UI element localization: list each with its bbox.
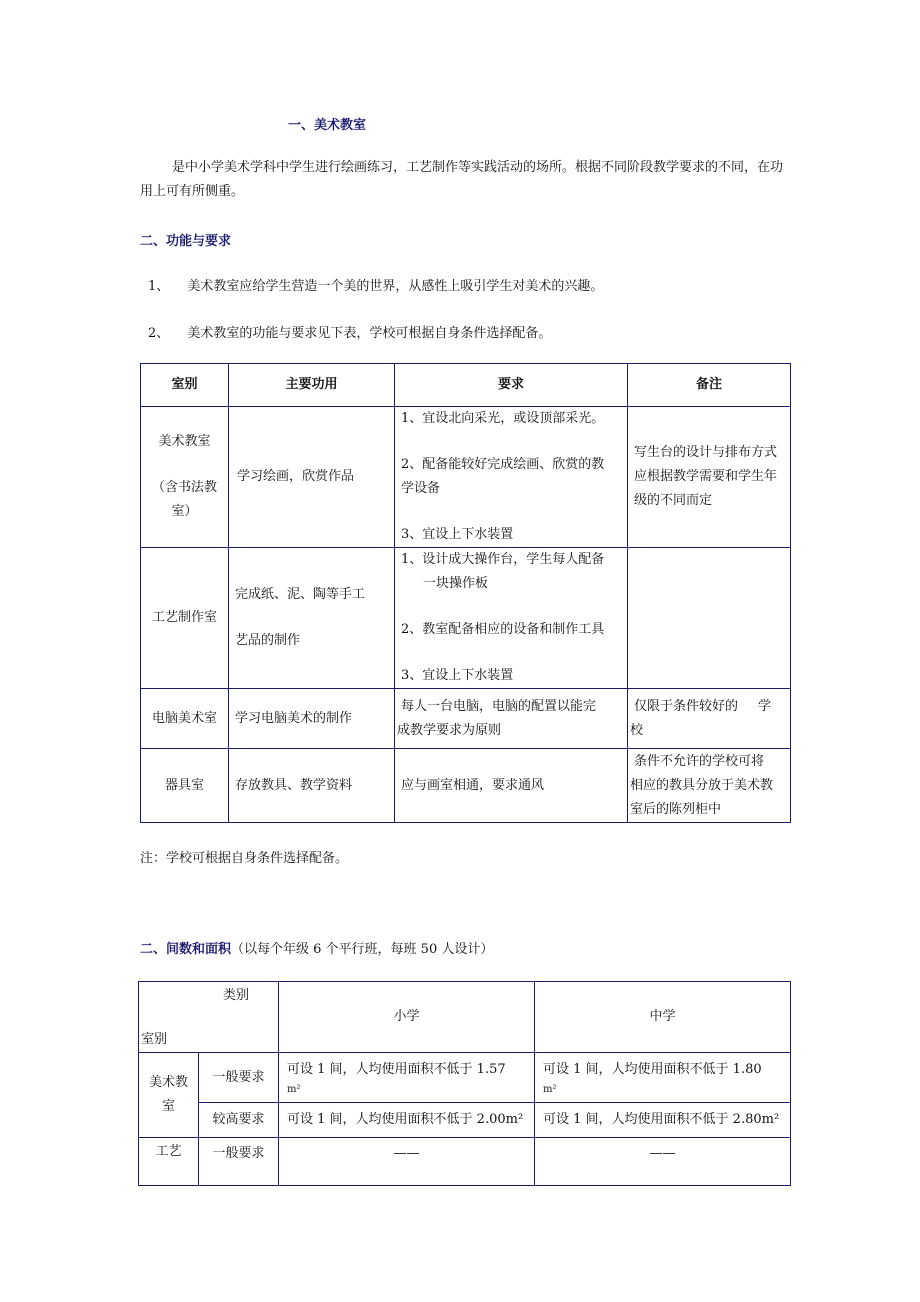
primary-craft-cell: —— xyxy=(279,1138,535,1186)
header-notes: 备注 xyxy=(628,364,791,407)
room-cell: 电脑美术室 xyxy=(141,689,229,749)
level-general: 一般要求 xyxy=(199,1138,279,1186)
middle-high-cell: 可设 1 间，人均使用面积不低于 2.80m² xyxy=(535,1103,791,1138)
header-requirements: 要求 xyxy=(395,364,628,407)
rooms-area-table xyxy=(138,981,791,1186)
list-item-2 xyxy=(148,322,551,341)
table-row xyxy=(141,407,791,548)
room-cell: 美术教室 （含书法教 室） xyxy=(141,407,229,548)
requirements-cell: 应与画室相通，要求通风 xyxy=(395,749,628,823)
function-cell: 完成纸、泥、陶等手工 艺品的制作 xyxy=(229,548,395,689)
table-row xyxy=(141,749,791,823)
primary-high-cell: 可设 1 间，人均使用面积不低于 2.00m² xyxy=(279,1103,535,1138)
table-row xyxy=(141,548,791,689)
header-primary: 小学 xyxy=(279,982,535,1053)
intro-paragraph: 是中小学美术学科中学生进行绘画练习，工艺制作等实践活动的场所。根据不同阶段教学要求的不同，在功用上可有所侧重。 xyxy=(140,160,784,199)
section-heading-function: 二、功能与要求 xyxy=(140,234,232,249)
table-header-row xyxy=(141,364,791,407)
function-cell: 学习绘画，欣赏作品 xyxy=(229,407,395,548)
primary-general-cell: 可设 1 间，人均使用面积不低于 1.57 m² xyxy=(279,1053,535,1103)
room-craft: 工艺 xyxy=(139,1138,199,1186)
table-row xyxy=(139,1138,791,1186)
header-function: 主要功用 xyxy=(229,364,395,407)
requirements-cell: 1、宜设北向采光，或设顶部采光。 2、配备能较好完成绘画、欣赏的教 学设备 3、宜设上下水装置 xyxy=(395,407,628,548)
area-heading-note: （以每个年级 6 个平行班，每班 50 人设计） xyxy=(231,942,494,957)
middle-general-cell: 可设 1 间，人均使用面积不低于 1.80 m² xyxy=(535,1053,791,1103)
table-row xyxy=(139,1053,791,1103)
function-cell: 学习电脑美术的制作 xyxy=(229,689,395,749)
table-row xyxy=(139,1103,791,1138)
section-heading-art-room: 一、美术教室 xyxy=(288,118,367,133)
list-item-2-text: 美术教室的功能与要求见下表，学校可根据自身条件选择配备。 xyxy=(187,326,552,341)
list-item-1 xyxy=(148,275,603,294)
notes-cell xyxy=(628,548,791,689)
requirements-cell: 每人一台电脑，电脑的配置以能完 成教学要求为原则 xyxy=(395,689,628,749)
room-cell: 工艺制作室 xyxy=(141,548,229,689)
function-cell: 存放教具、教学资料 xyxy=(229,749,395,823)
level-high: 较高要求 xyxy=(199,1103,279,1138)
function-requirements-table xyxy=(140,363,791,823)
header-room: 室别 xyxy=(141,364,229,407)
room-cell: 器具室 xyxy=(141,749,229,823)
header-middle: 中学 xyxy=(535,982,791,1053)
table-header-row xyxy=(139,982,791,1053)
list-item-1-text: 美术教室应给学生营造一个美的世界，从感性上吸引学生对美术的兴趣。 xyxy=(187,279,604,294)
list-item-2-number: 2、 xyxy=(148,326,170,341)
middle-craft-cell: —— xyxy=(535,1138,791,1186)
area-heading-bold: 二、间数和面积 xyxy=(140,942,232,957)
requirements-cell: 1、设计成大操作台，学生每人配备 一块操作板 2、教室配备相应的设备和制作工具 3、宜设上下水装置 xyxy=(395,548,628,689)
notes-cell: 写生台的设计与排布方式应根据教学需要和学生年级的不同而定 xyxy=(628,407,791,548)
level-general: 一般要求 xyxy=(199,1053,279,1103)
table-row xyxy=(141,689,791,749)
corner-header: 类别 室别 xyxy=(139,982,279,1053)
table-note: 注：学校可根据自身条件选择配备。 xyxy=(140,851,349,866)
list-item-1-number: 1、 xyxy=(148,279,170,294)
room-art: 美术教 室 xyxy=(139,1053,199,1138)
notes-cell: 仅限于条件较好的 学 校 xyxy=(628,689,791,749)
notes-cell: 条件不允许的学校可将 相应的教具分放于美术教 室后的陈列柜中 xyxy=(628,749,791,823)
section-heading-area xyxy=(140,938,493,957)
